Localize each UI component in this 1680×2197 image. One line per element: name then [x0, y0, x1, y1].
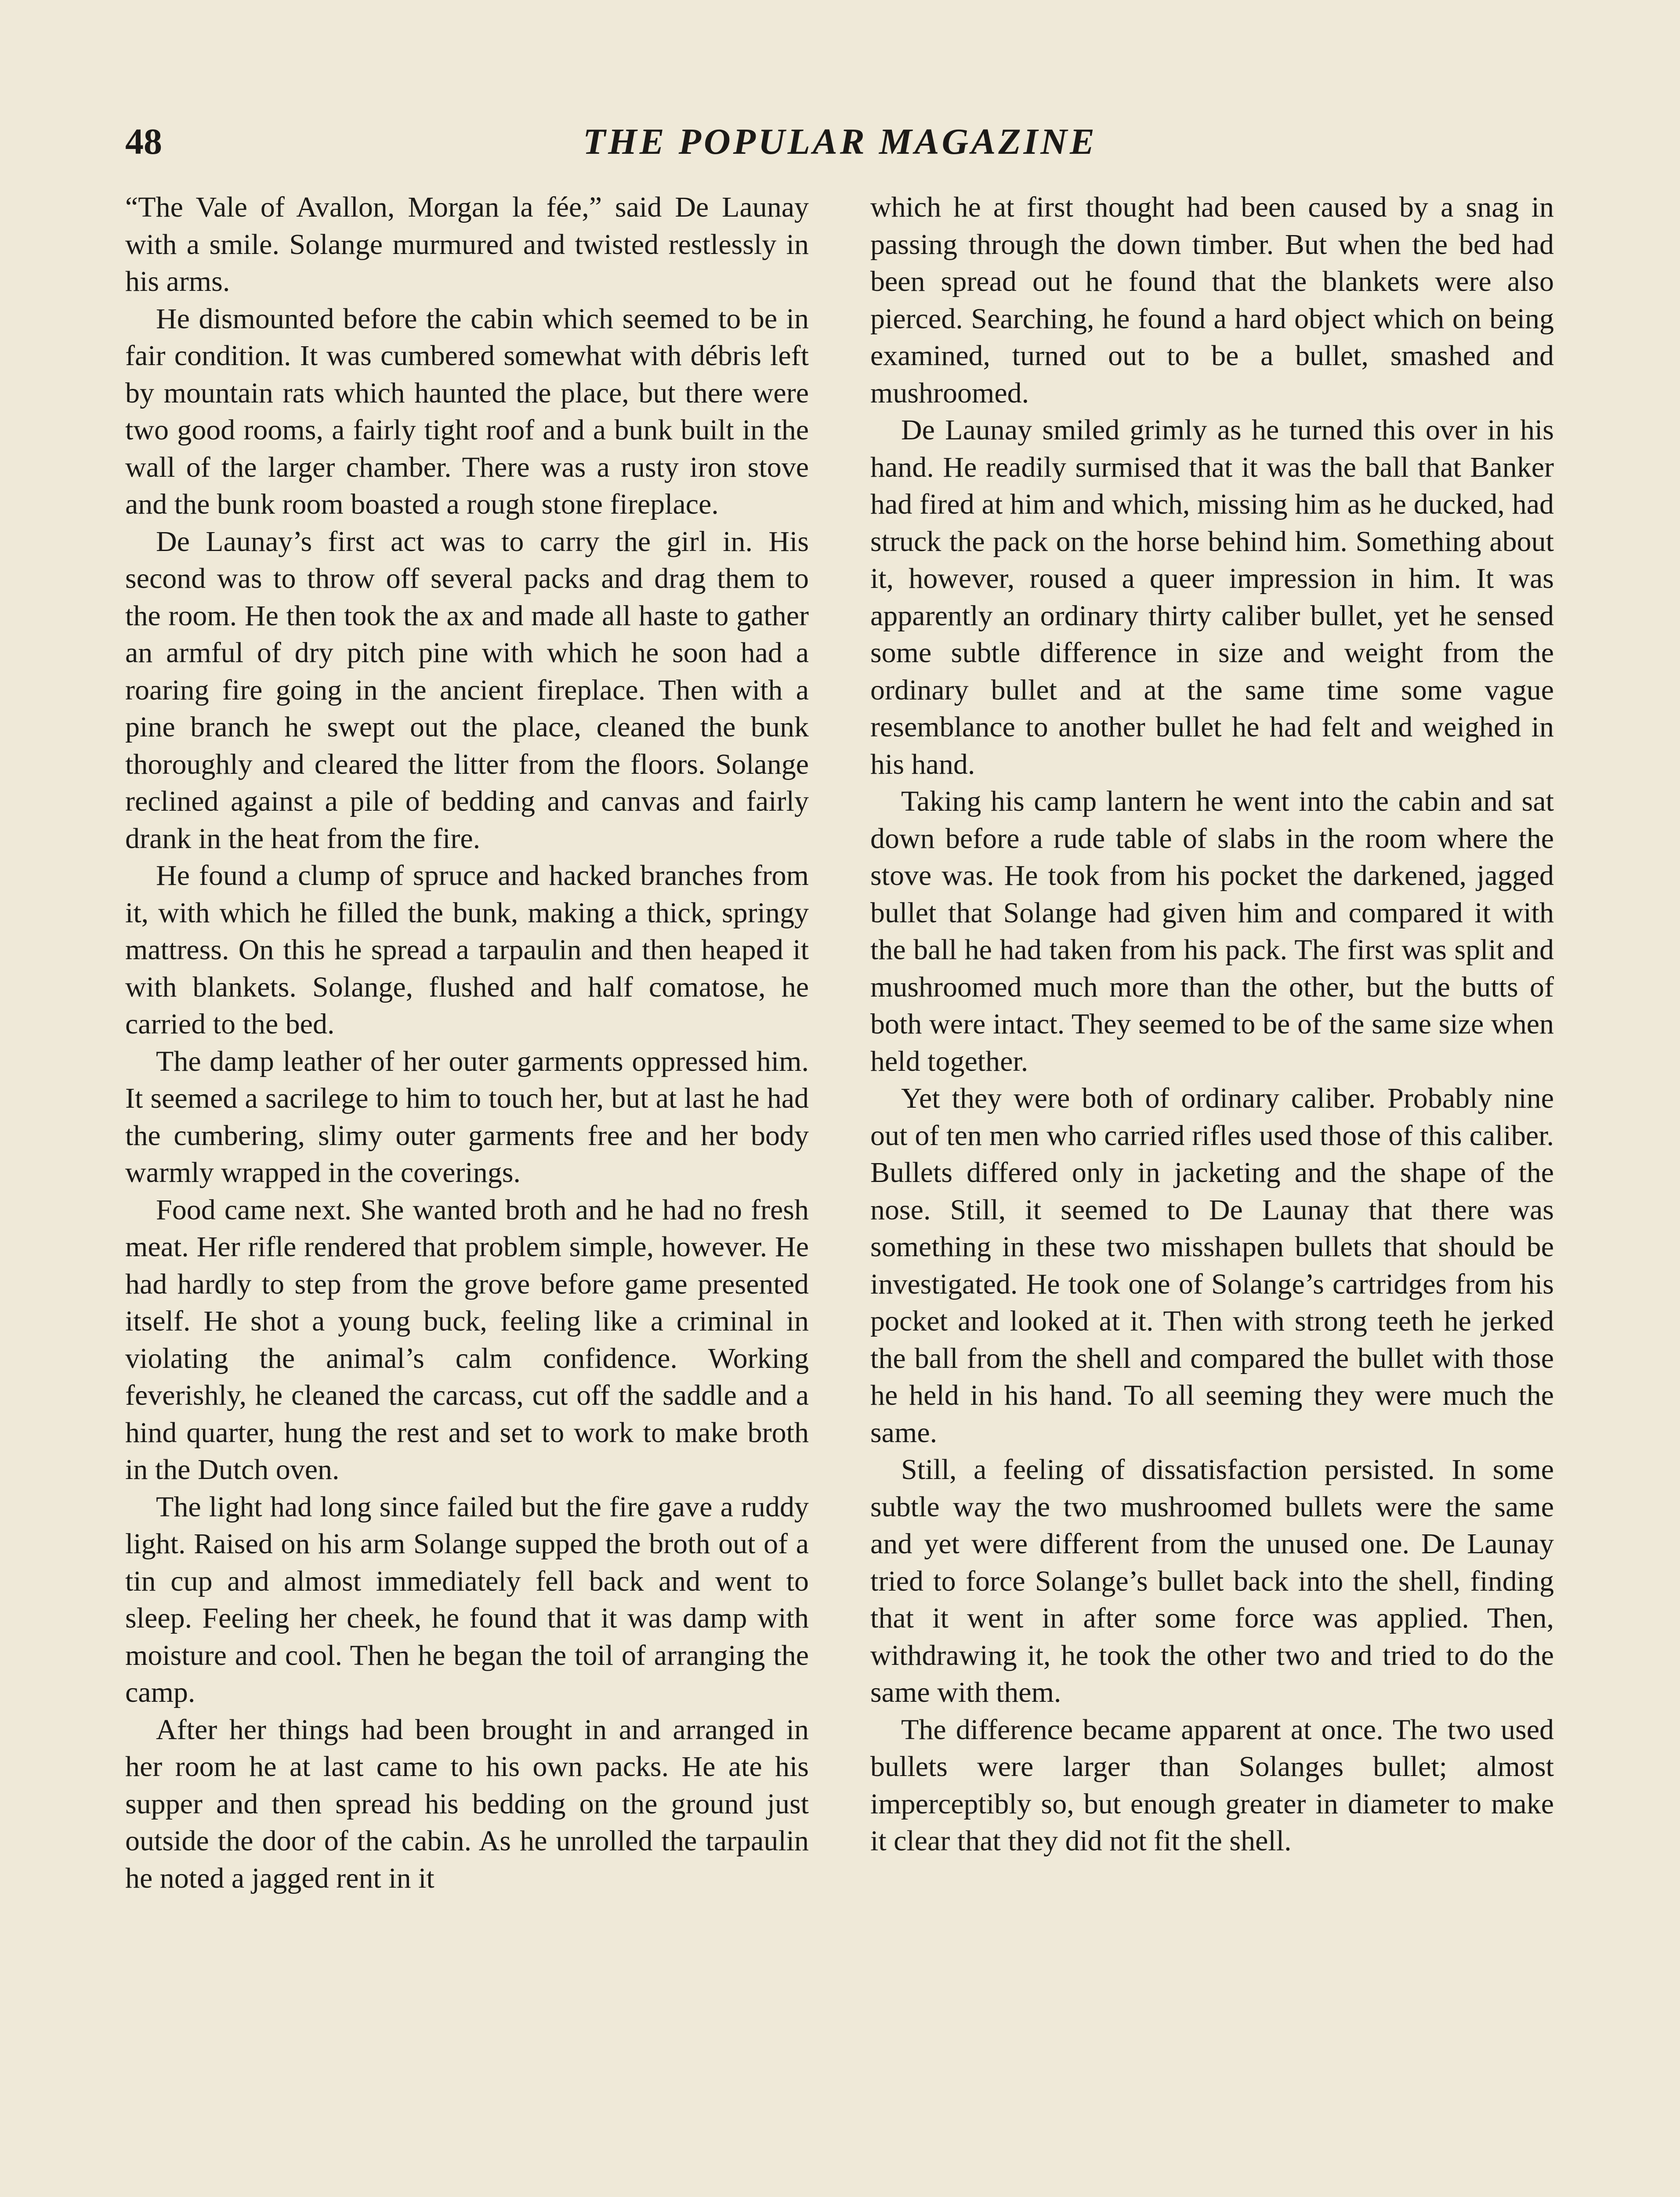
paragraph: De Launay smiled grimly as he turned this over in his hand. He readily surmised that it was the ball that Banker had fired at him and which, missing him as he ducked, had struck the pack on the horse behind him. Something about it, however, roused a queer impression in him. It was apparently an ordinary thirty caliber bullet, yet he sensed some subtle difference in size and weight from the ordinary bullet and at the same time some vague resemblance to another bullet he had felt and weighed in his hand. — [870, 414, 1554, 780]
paragraph: After her things had been brought in and arranged in her room he at last came to his own packs. He ate his supper and then spread his bedding on the ground just outside the door of the cabin. As he unrolled the tarpaulin he noted a jagged rent in it — [125, 1713, 809, 1894]
running-title: THE POPULAR MAGAZINE — [583, 121, 1097, 162]
body-columns — [125, 189, 1554, 2197]
paragraph: Food came next. She wanted broth and he had no fresh meat. Her rifle rendered that problem simple, however. He had hardly to step from the grove before game presented itself. He shot a young buck, feeling like a criminal in violating the animal’s calm confidence. Working feverishly, he cleaned the carcass, cut off the saddle and a hind quarter, hung the rest and set to work to make broth in the Dutch oven. — [125, 1193, 809, 1486]
paragraph: The difference became apparent at once. The two used bullets were larger than Solanges bullet; almost imperceptibly so, but enough greater in diameter to make it clear that they did not fit the shell. — [870, 1713, 1554, 1857]
paragraph: Taking his camp lantern he went into the cabin and sat down before a rude table of slabs in the room where the stove was. He took from his pocket the darkened, jagged bullet that Solange had given him and compared it with the ball he had taken from his pack. The first was split and mushroomed much more than the other, but the butts of both were intact. They seemed to be of the same size when held together. — [870, 785, 1554, 1077]
page-header — [125, 118, 1555, 166]
paragraph: Yet they were both of ordinary caliber. Probably nine out of ten men who carried rifles used those of this caliber. Bullets differed only in jacketing and the shape of the nose. Still, it seemed to De Launay that there was something in these two misshapen bullets that should be investigated. He took one of Solange’s cartridges from his pocket and looked at it. Then with strong teeth he jerked the ball from the shell and compared the bullet with those he held in his hand. To all seeming they were much the same. — [870, 1082, 1554, 1449]
left-column — [125, 189, 809, 2197]
paragraph: He found a clump of spruce and hacked branches from it, with which he filled the bunk, making a thick, springy mattress. On this he spread a tarpaulin and then heaped it with blankets. Solange, flushed and half comatose, he carried to the bed. — [125, 859, 809, 1040]
paragraph: De Launay’s first act was to carry the girl in. His second was to throw off several packs and drag them to the room. He then took the ax and made all haste to gather an armful of dry pitch pine with which he soon had a roaring fire going in the ancient fireplace. Then with a pine branch he swept out the place, cleaned the bunk thoroughly and cleared the litter from the floors. Solange reclined against a pile of bedding and canvas and fairly drank in the heat from the fire. — [125, 525, 809, 855]
page-number: 48 — [125, 121, 162, 162]
paragraph: Still, a feeling of dissatisfaction persisted. In some subtle way the two mushroomed bullets were the same and yet were different from the unused one. De Launay tried to force Solange’s bullet back into the shell, finding that it went in after some force was applied. Then, withdrawing it, he took the other two and tried to do the same with them. — [870, 1454, 1554, 1708]
paragraph: The light had long since failed but the fire gave a ruddy light. Raised on his arm Solange supped the broth out of a tin cup and almost immediately fell back and went to sleep. Feeling her cheek, he found that it was damp with moisture and cool. Then he began the toil of arranging the camp. — [125, 1490, 809, 1708]
paragraph: He dismounted before the cabin which seemed to be in fair condition. It was cumbered somewhat with débris left by mountain rats which haunted the place, but there were two good rooms, a fairly tight roof and a bunk built in the wall of the larger chamber. There was a rusty iron stove and the bunk room boasted a rough stone fireplace. — [125, 302, 809, 520]
paragraph: which he at first thought had been caused by a snag in passing through the down timber. But when the bed had been spread out he found that the blankets were also pierced. Searching, he found a hard object which on being examined, turned out to be a bullet, smashed and mushroomed. — [870, 191, 1554, 409]
paragraph: “The Vale of Avallon, Morgan la fée,” said De Launay with a smile. Solange murmured and twisted restlessly in his arms. — [125, 191, 809, 297]
paragraph: The damp leather of her outer garments oppressed him. It seemed a sacrilege to him to touch her, but at last he had the cumbering, slimy outer garments free and her body warmly wrapped in the coverings. — [125, 1045, 809, 1189]
right-column — [870, 189, 1554, 2197]
